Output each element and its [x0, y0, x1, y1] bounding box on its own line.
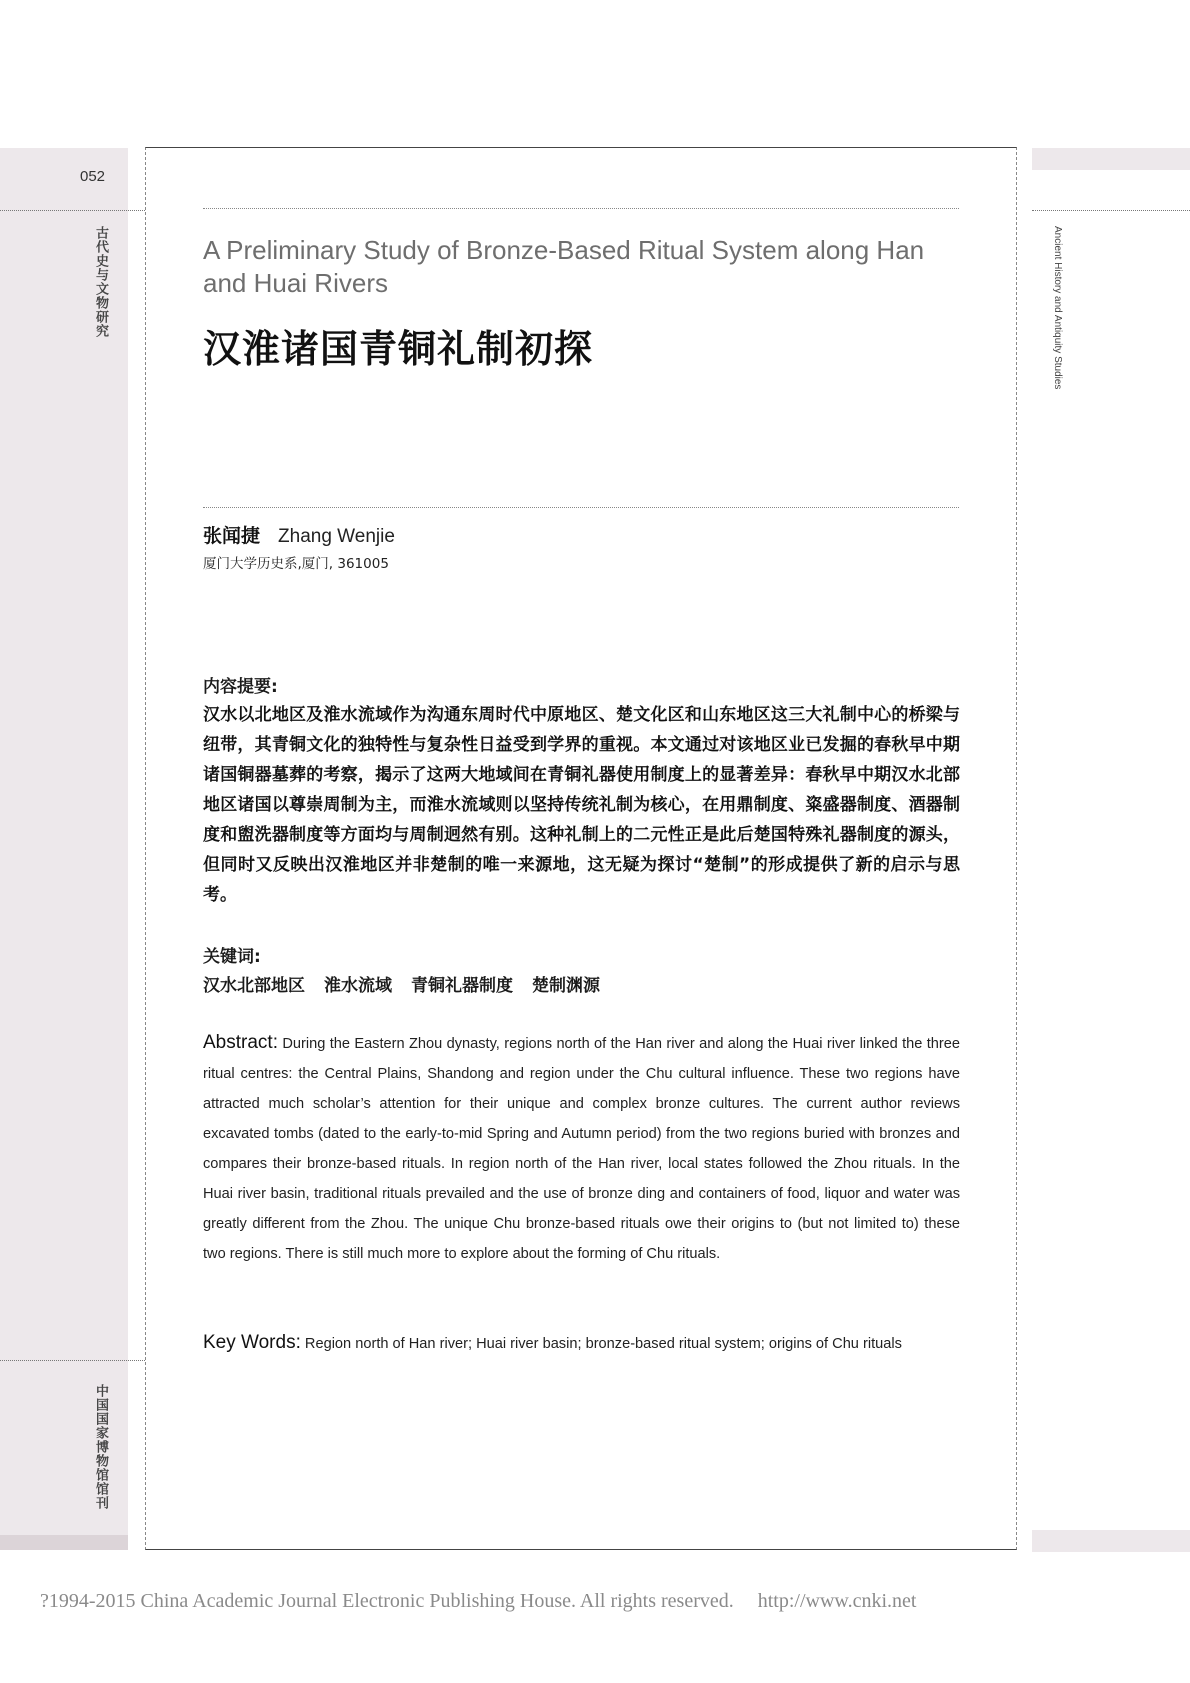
keywords-heading-chinese: 关键词:: [203, 947, 261, 967]
abstract-chinese: 汉水以北地区及淮水流域作为沟通东周时代中原地区、楚文化区和山东地区这三大礼制中心的桥梁与纽带，其青铜文化的独特性与复杂性日益受到学界的重视。本文通过对该地区业已发掘的春秋早中期诸国铜器墓葬的考察，揭示了这两大地域间在青铜礼器使用制度上的显著差异：春秋早中期汉水北部地区诸国以尊崇周制为主，而淮水流域则以坚持传统礼制为核心，在用鼎制度、粢盛器制度、酒器制度和盥洗器制度等方面均与周制迥然有别。这种礼制上的二元性正是此后楚国特殊礼器制度的源头，但同时又反映出汉淮地区并非楚制的唯一来源地，这无疑为探讨“楚制”的形成提供了新的启示与思考。: [203, 705, 960, 905]
abstract-heading-chinese: 内容提要:: [203, 677, 278, 697]
copyright-text: ?1994-2015 China Academic Journal Electronic Publishing House. All rights reserved.: [40, 1590, 734, 1612]
author-affiliation: 厦门大学历史系,厦门, 361005: [203, 556, 389, 572]
keywords-body-english: Region north of Han river; Huai river basin; bronze-based ritual system; origins of Chu rituals: [304, 1336, 902, 1352]
right-band-bottom: [1032, 1530, 1190, 1552]
copyright-footer: [40, 1590, 916, 1613]
journal-section-vertical: 古代史与文物研究: [93, 226, 108, 338]
abstract-body-english: During the Eastern Zhou dynasty, regions north of the Han river and along the Huai river linked the three ritual centres: the Central Plains, Shandong and region under the Chu cultural influence. These two regions have attracted much scholar’s attention for their unique and complex bronze cultures. The current author reviews excavated tombs (dated to the early-to-mid Spring and Autumn period) from the two regions buried with bronzes and compares their bronze-based rituals. In region north of the Han river, local states followed the Zhou rituals. In the Huai river basin, traditional rituals prevailed and the use of bronze ding and containers of food, liquor and water was greatly different from the Zhou. The unique Chu bronze-based rituals owe their origins to (but not limited to) these two regions. There is still much more to explore about the forming of Chu rituals.: [203, 1036, 960, 1262]
keyword: 淮水流域: [324, 976, 392, 996]
keyword: 青铜礼器制度: [411, 976, 513, 996]
left-bottom-band: [0, 1535, 128, 1550]
museum-journal-vertical: 中国国家博物馆馆刊: [93, 1384, 108, 1510]
title-english: A Preliminary Study of Bronze-Based Ritual System along Han and Huai Rivers: [203, 235, 925, 298]
footer-url: http://www.cnki.net: [757, 1590, 917, 1612]
author-name-chinese: 张闻捷: [203, 525, 261, 547]
author-name-english: Zhang Wenjie: [278, 526, 395, 547]
keywords-label-english: Key Words:: [203, 1332, 301, 1353]
left-divider-bottom: [0, 1360, 145, 1361]
right-divider: [1032, 210, 1190, 211]
author-line: [203, 521, 395, 548]
author-divider: [203, 507, 959, 508]
abstract-english: [203, 1028, 960, 1269]
keyword: 汉水北部地区: [203, 976, 305, 996]
keywords-english: [203, 1328, 960, 1359]
abstract-label-english: Abstract:: [203, 1032, 278, 1053]
keywords-chinese: [203, 971, 600, 996]
left-margin-column: [0, 148, 128, 1550]
left-divider-top: [0, 210, 145, 211]
english-section-vertical: Ancient History and Antiquity Studies: [1052, 226, 1063, 390]
right-band-top: [1032, 148, 1190, 170]
title-chinese: 汉淮诸国青铜礼制初探: [203, 327, 594, 371]
keyword: 楚制渊源: [532, 976, 600, 996]
title-divider: [203, 208, 959, 209]
page-number: 052: [80, 168, 106, 185]
